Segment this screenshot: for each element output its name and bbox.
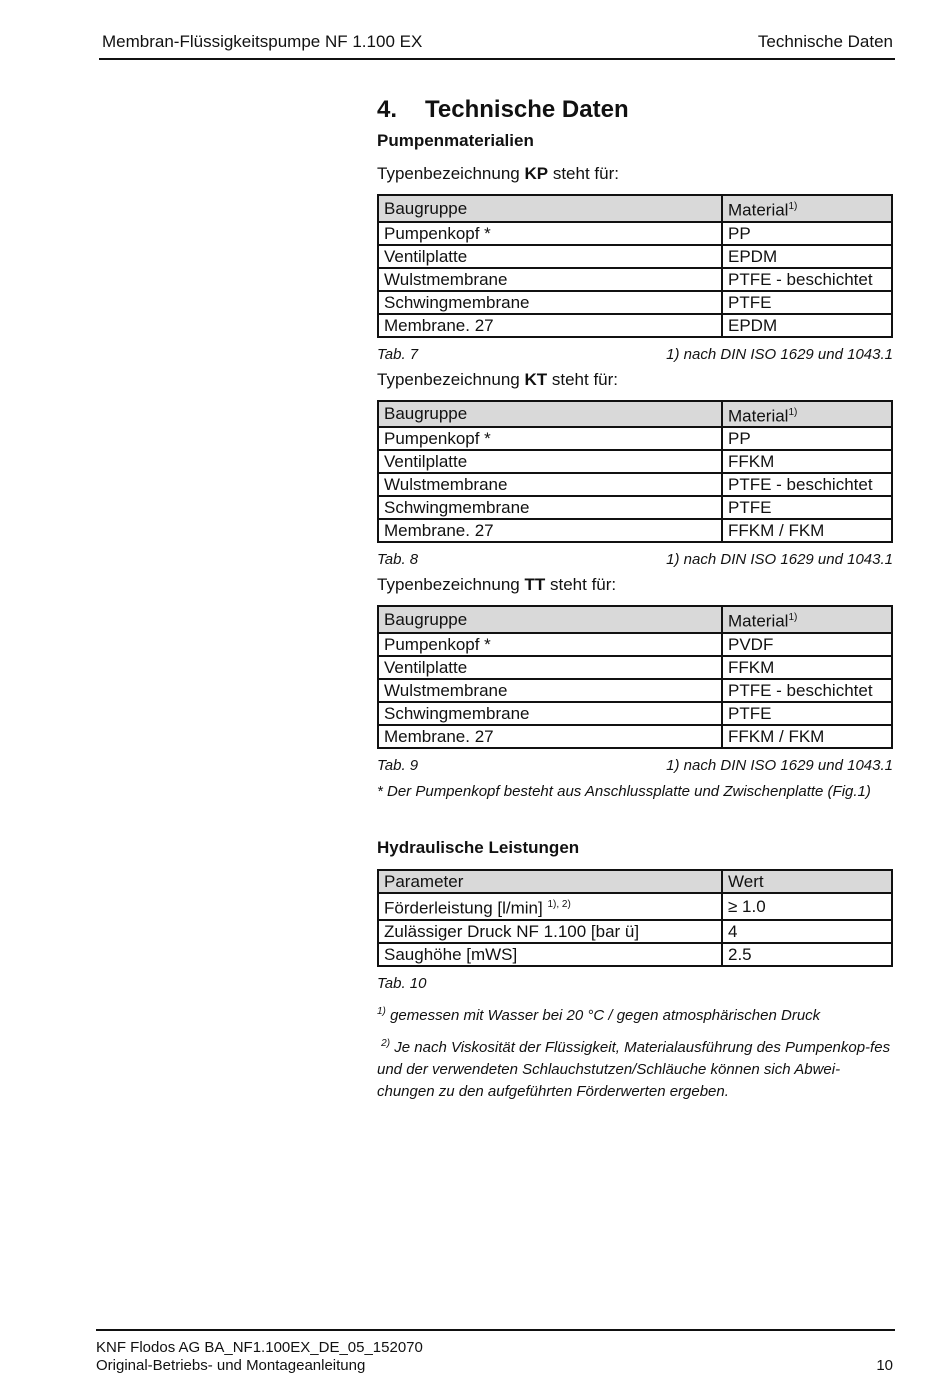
page-footer — [96, 1329, 895, 1374]
table-row — [378, 943, 892, 966]
table-row — [378, 496, 892, 519]
table-cell-parameter: Zulässiger Druck NF 1.100 [bar ü] — [378, 920, 722, 943]
header-cell-baugruppe: Baugruppe — [378, 606, 722, 633]
table-cell-component: Pumpenkopf * — [378, 633, 722, 656]
table-cell-component: Wulstmembrane — [378, 679, 722, 702]
header-material-footnote: 1) — [788, 201, 798, 212]
header-cell-parameter: Parameter — [378, 870, 722, 893]
table-caption — [377, 547, 893, 573]
type-line-kp — [377, 162, 893, 186]
hydraulic-table — [377, 869, 893, 967]
table-header-row — [378, 401, 892, 428]
table-cell-component: Ventilplatte — [378, 450, 722, 473]
parameter-label: Förderleistung [l/min] — [384, 898, 543, 918]
footnote-2-mark: 2) — [381, 1037, 391, 1049]
table-cell-component: Schwingmembrane — [378, 496, 722, 519]
materials-table-kt — [377, 400, 893, 544]
table-row — [378, 920, 892, 943]
section-heading — [377, 92, 893, 130]
table-cell-material: FFKM / FKM — [722, 725, 892, 748]
table-cell-material: PP — [722, 427, 892, 450]
header-material-label: Material — [728, 611, 789, 631]
type-suffix: steht für: — [552, 164, 619, 183]
header-material-label: Material — [728, 406, 789, 426]
table-cell-material: FFKM — [722, 656, 892, 679]
table-row — [378, 633, 892, 656]
footnote-1 — [377, 1001, 893, 1027]
header-cell-baugruppe: Baugruppe — [378, 401, 722, 428]
table-cell-component: Membrane. 27 — [378, 314, 722, 337]
table-row — [378, 427, 892, 450]
type-prefix: Typenbezeichnung — [377, 369, 520, 389]
table-cell-value: ≥ 1.0 — [722, 893, 892, 920]
header-cell-baugruppe: Baugruppe — [378, 195, 722, 222]
type-code: KT — [524, 369, 548, 389]
table-row — [378, 268, 892, 291]
footer-manual-type: Original-Betriebs- und Montageanleitung — [96, 1357, 366, 1374]
type-line-tt — [377, 573, 893, 597]
table-header-row — [378, 195, 892, 222]
type-line-kt — [377, 368, 893, 392]
table-cell-component: Schwingmembrane — [378, 291, 722, 314]
table-cell-component: Wulstmembrane — [378, 473, 722, 496]
table-caption — [377, 753, 893, 779]
table-caption — [377, 971, 893, 997]
table-cell-component: Ventilplatte — [378, 245, 722, 268]
footnote-1-mark: 1) — [377, 1005, 386, 1017]
caption-label: Tab. 10 — [377, 974, 427, 992]
parameter-footnote: 1), 2) — [547, 898, 571, 910]
header-cell-material — [722, 606, 892, 633]
materials-heading: Pumpenmaterialien — [377, 131, 534, 150]
table-caption — [377, 342, 893, 368]
type-prefix: Typenbezeichnung — [377, 164, 520, 183]
page-number: 10 — [876, 1357, 893, 1374]
table-cell-component: Schwingmembrane — [378, 702, 722, 725]
type-code: KP — [524, 164, 549, 183]
table-row — [378, 291, 892, 314]
caption-note: 1) nach DIN ISO 1629 und 1043.1 — [666, 756, 893, 774]
table-row — [378, 656, 892, 679]
table-cell-component: Pumpenkopf * — [378, 427, 722, 450]
table-cell-value: 4 — [722, 920, 892, 943]
table-row — [378, 473, 892, 496]
footnote-2-text: Je nach Viskosität der Flüssigkeit, Materialausführung des Pumpenkop-fes und der verwendeten Schlauchstutzen/Schläuche können sich Abwei-chungen zu den aufgeführten Förderwerten ergeben. — [377, 1038, 891, 1100]
type-suffix: steht für: — [551, 369, 619, 389]
materials-table-kp — [377, 194, 893, 338]
type-suffix: steht für: — [549, 575, 617, 595]
table-cell-material: PTFE — [722, 702, 892, 725]
table-cell-parameter: Saughöhe [mWS] — [378, 943, 722, 966]
main-content — [377, 92, 893, 1103]
table-row — [378, 519, 892, 542]
caption-label: Tab. 7 — [377, 345, 419, 363]
table-row — [378, 679, 892, 702]
footer-document-id: KNF Flodos AG BA_NF1.100EX_DE_05_152070 — [96, 1339, 423, 1356]
table-row — [378, 702, 892, 725]
table-cell-component: Ventilplatte — [378, 656, 722, 679]
table-cell-material: PTFE - beschichtet — [722, 679, 892, 702]
table-cell-parameter — [378, 893, 722, 920]
header-document-title: Membran-Flüssigkeitspumpe NF 1.100 EX — [102, 32, 423, 51]
table-cell-material: PTFE - beschichtet — [722, 473, 892, 496]
caption-label: Tab. 8 — [377, 551, 419, 569]
footnote-1-text: gemessen mit Wasser bei 20 °C / gegen atmosphärischen Druck — [390, 1006, 821, 1024]
table-header-row — [378, 606, 892, 633]
header-cell-material — [722, 401, 892, 428]
page-header — [99, 30, 895, 60]
table-cell-material: PTFE — [722, 291, 892, 314]
table-cell-material: EPDM — [722, 245, 892, 268]
section-title: Technische Daten — [425, 96, 629, 123]
pump-head-note: * Der Pumpenkopf besteht aus Anschlussplatte und Zwischenplatte (Fig.1) — [377, 782, 871, 800]
table-cell-material: PTFE - beschichtet — [722, 268, 892, 291]
header-material-footnote: 1) — [788, 406, 798, 418]
header-material-label: Material — [728, 200, 789, 220]
table-cell-material: PP — [722, 222, 892, 245]
header-cell-material — [722, 195, 892, 222]
table-cell-material: FFKM / FKM — [722, 519, 892, 542]
table-row — [378, 893, 892, 920]
table-row — [378, 245, 892, 268]
table-header-row — [378, 870, 892, 893]
table-row — [378, 725, 892, 748]
footnote-2 — [377, 1033, 893, 1103]
type-prefix: Typenbezeichnung — [377, 575, 520, 595]
materials-table-tt — [377, 605, 893, 749]
table-cell-material: PVDF — [722, 633, 892, 656]
table-cell-material: PTFE — [722, 496, 892, 519]
table-cell-component: Wulstmembrane — [378, 268, 722, 291]
caption-note: 1) nach DIN ISO 1629 und 1043.1 — [666, 551, 893, 569]
table-cell-material: EPDM — [722, 314, 892, 337]
header-cell-value: Wert — [722, 870, 892, 893]
caption-note: 1) nach DIN ISO 1629 und 1043.1 — [666, 345, 893, 363]
hydraulic-heading: Hydraulische Leistungen — [377, 837, 580, 857]
table-cell-component: Membrane. 27 — [378, 519, 722, 542]
table-row — [378, 450, 892, 473]
table-cell-component: Pumpenkopf * — [378, 222, 722, 245]
table-cell-component: Membrane. 27 — [378, 725, 722, 748]
table-cell-material: FFKM — [722, 450, 892, 473]
type-code: TT — [524, 575, 546, 595]
header-material-footnote: 1) — [788, 612, 798, 624]
section-number: 4. — [377, 96, 398, 123]
table-cell-value: 2.5 — [722, 943, 892, 966]
table-row — [378, 222, 892, 245]
caption-label: Tab. 9 — [377, 756, 419, 774]
header-section-title: Technische Daten — [757, 32, 893, 51]
table-row — [378, 314, 892, 337]
